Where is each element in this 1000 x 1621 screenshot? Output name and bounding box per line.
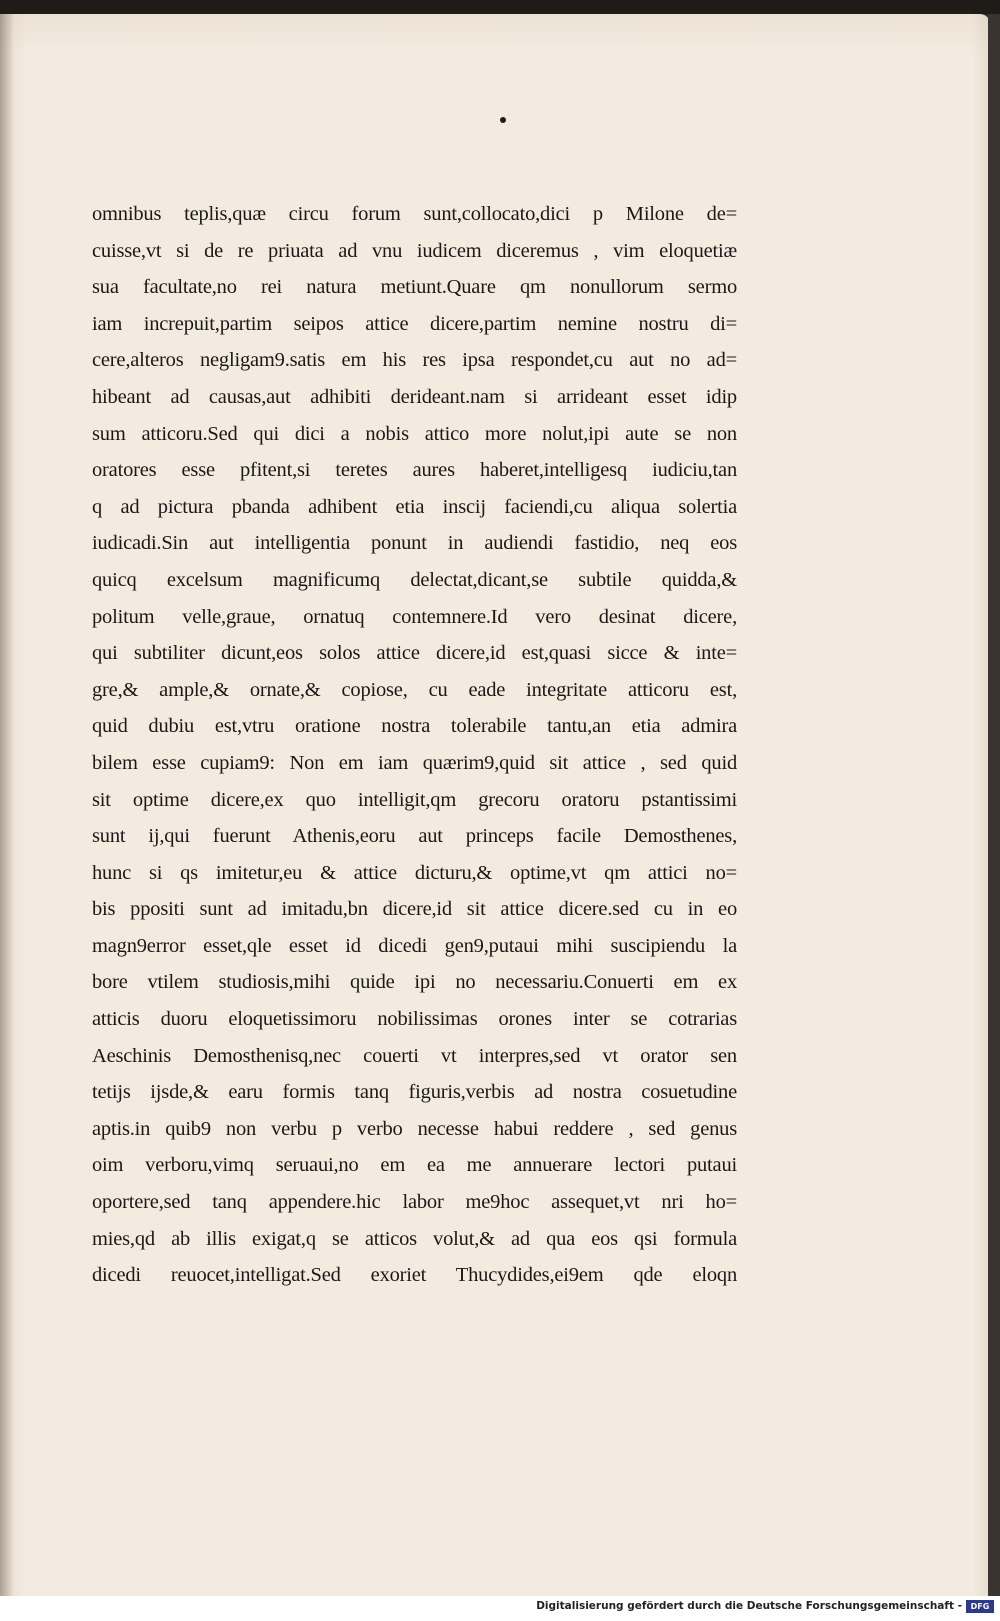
text-line: sunt ij,qui fuerunt Athenis,eoru aut princeps facile Demosthenes, [92,825,737,848]
digitization-credit: Digitalisierung gefördert durch die Deutsche Forschungsgemeinschaft - [536,1600,962,1612]
text-line: mies,qd ab illis exigat,q se atticos volut,& ad qua eos qsi formula [92,1227,737,1250]
text-line: sum atticoru.Sed qui dici a nobis attico more nolut,ipi aute se non [92,422,737,445]
text-line: cere,alteros negligam9.satis em his res ipsa respondet,cu aut no ad= [92,349,737,372]
text-line: magn9error esset,qle esset id dicedi gen9,putaui mihi suscipiendu la [92,934,737,957]
text-line: cuisse,vt si de re priuata ad vnu iudicem diceremus , vim eloquetiæ [92,239,737,262]
body-text [92,196,737,1294]
text-line: bilem esse cupiam9: Non em iam quærim9,quid sit attice , sed quid [92,751,737,774]
text-line: atticis duoru eloquetissimoru nobilissimas orones inter se cotrarias [92,1008,737,1031]
text-line: quid dubiu est,vtru oratione nostra tolerabile tantu,an etia admira [92,715,737,738]
text-line: hibeant ad causas,aut adhibiti derideant.nam si arrideant esset idip [92,385,737,408]
page-mark-dot [500,117,506,123]
text-line: dicedi reuocet,intelligat.Sed exoriet Thucydides,ei9em qde eloqn [92,1264,737,1287]
text-line: gre,& ample,& ornate,& copiose, cu eade integritate atticoru est, [92,678,737,701]
text-line: quicq excelsum magnificumq delectat,dicant,se subtile quidda,& [92,568,737,591]
text-line: oportere,sed tanq appendere.hic labor me9hoc assequet,vt nri ho= [92,1191,737,1214]
text-line: sua facultate,no rei natura metiunt.Quare qm nonullorum sermo [92,276,737,299]
page-right-edge [988,14,1000,1596]
text-line: iam increpuit,partim seipos attice dicere,partim nemine nostru di= [92,312,737,335]
text-line: bis ppositi sunt ad imitadu,bn dicere,id sit attice dicere.sed cu in eo [92,898,737,921]
text-line: q ad pictura pbanda adhibent etia inscij faciendi,cu aliqua solertia [92,495,737,518]
text-line: aptis.in quib9 non verbu p verbo necesse habui reddere , sed genus [92,1117,737,1140]
dfg-logo: DFG [966,1600,994,1613]
text-line: bore vtilem studiosis,mihi quide ipi no necessariu.Conuerti em ex [92,971,737,994]
text-line: hunc si qs imitetur,eu & attice dicturu,& optime,vt qm attici no= [92,861,737,884]
text-line: sit optime dicere,ex quo intelligit,qm grecoru oratoru pstantissimi [92,788,737,811]
text-line: oratores esse pfitent,si teretes aures haberet,intelligesq iudiciu,tan [92,459,737,482]
text-line: qui subtiliter dicunt,eos solos attice dicere,id est,quasi sicce & inte= [92,642,737,665]
text-line: iudicadi.Sin aut intelligentia ponunt in audiendi fastidio, neq eos [92,532,737,555]
text-line: omnibus teplis,quæ circu forum sunt,collocato,dici p Milone de= [92,203,737,225]
text-line: Aeschinis Demosthenisq,nec couerti vt interpres,sed vt orator sen [92,1044,737,1067]
text-line: tetijs ijsde,& earu formis tanq figuris,verbis ad nostra cosuetudine [92,1081,737,1104]
gutter-shadow [0,14,14,1596]
text-line: politum velle,graue, ornatuq contemnere.Id vero desinat dicere, [92,605,737,628]
text-line: oim verboru,vimq seruaui,no em ea me annuerare lectori putaui [92,1154,737,1177]
scan-top-edge [0,0,1000,14]
